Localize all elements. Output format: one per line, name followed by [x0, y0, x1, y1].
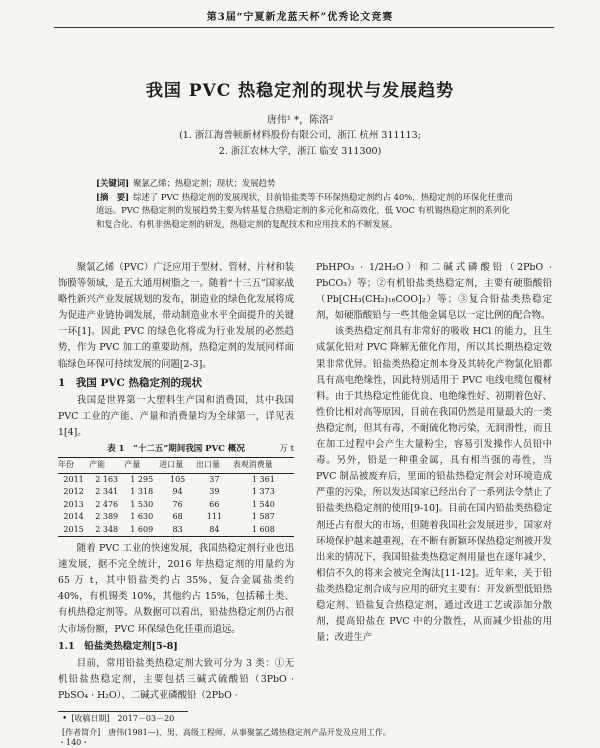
table-row [58, 499, 294, 512]
table-header-cell: 产量 [124, 458, 159, 474]
table-cell: 83 [159, 524, 196, 537]
table-cell: 2011 [63, 474, 84, 484]
table-cell: 1 587 [251, 512, 275, 522]
section-1-paragraph: 我国是世界第一大塑料生产国和消费国，其中我国 PVC 工业的产能、产量和消费量均为全球第一，详见表 1[4]。 [58, 394, 294, 438]
table-cell: 39 [209, 487, 220, 497]
authors: 唐伟¹ *，陈洛² [266, 115, 334, 126]
table-cell: 105 [170, 474, 186, 484]
table-header-cell: 进口量 [159, 458, 196, 474]
table-cell: 1 540 [251, 499, 275, 509]
section-1-heading: 1 我国 PVC 热稳定剂的现状 [58, 376, 203, 389]
paper-title: 我国 PVC 热稳定剂的现状与发展趋势 [145, 81, 455, 101]
abstract-text: 综述了 PVC 热稳定剂的发展现状，目前铅盐类等不环保热稳定剂约占 40%，热稳定剂的环保化任重而道远。PVC 热稳定剂的发展趋势主要为转基复合热稳定剂的多元化和高效化，低 VOC 有机锡热稳定剂的系列化和复合化、有机非热稳定剂的研发，热稳定剂的复配技术和应用技术的不断发展。 [96, 191, 513, 229]
section-1-1-paragraph: 目前，常用铅盐类热稳定剂大致可分为 3 类：①无机铅盐热稳定剂，主要包括三碱式硫酸铅（3PbO · PbSO₄ · H₂O）、二碱式亚磷酸铅（2PbO · [58, 657, 294, 701]
header-divider [54, 27, 554, 28]
table-cell: 1 295 [130, 474, 154, 484]
table-cell: 1 630 [130, 512, 154, 522]
table-row [58, 511, 294, 524]
table-row [58, 486, 294, 499]
table-cell: 2013 [63, 499, 84, 509]
table-cell: 2 348 [89, 524, 124, 537]
table-cell: 2 476 [95, 499, 119, 509]
page-number: ・140・ [58, 738, 90, 747]
table-cell: 2 341 [95, 487, 119, 497]
pvc-table [58, 457, 294, 537]
table-cell: 1 608 [233, 524, 294, 537]
footnote-divider [58, 711, 188, 712]
table-header-cell: 表观消费量 [233, 458, 294, 474]
affiliation-2: 2. 浙江农林大学，浙江 临安 311300) [218, 146, 382, 157]
table-cell: 1 609 [124, 524, 159, 537]
table-cell: 94 [172, 487, 183, 497]
table-cell: 111 [206, 512, 223, 522]
table-cell: 1 318 [130, 487, 154, 497]
table-caption-text: 表 1 “十二五”期间我国 PVC 概况 [107, 444, 245, 455]
left-column [58, 260, 294, 704]
right-continuation-paragraph: PbHPO₃ · 1/2H₂O）和二碱式磷酸铅（2PbO · PbCO₃）等；②有机铅盐类热稳定剂，主要有硬脂酸铅（Pb[CH₃(CH₂)₁₆COO]₂）等；③复合铅盐类热稳定剂，如硬脂酸铅与一些其他金属皂以一定比例的配合物。 [316, 262, 552, 322]
abstract-label: [摘 要] [96, 191, 130, 202]
table-cell: 84 [196, 524, 233, 537]
affiliation-1: (1. 浙江海普顿新材料股份有限公司，浙江 杭州 311113; [179, 130, 421, 141]
keywords-label: [关键词] [96, 178, 130, 188]
table-header-cell: 出口量 [196, 458, 233, 474]
journal-header: 第3届“宁夏新龙蓝天杯”优秀论文竞赛 [206, 12, 394, 23]
table-cell: 1 530 [130, 499, 154, 509]
table-cell: 2015 [58, 524, 89, 537]
table-cell: 1 361 [251, 474, 275, 484]
growth-paragraph: 随着 PVC 工业的快速发展，我国热稳定剂行业也迅速发展，据不完全统计，2016 年热稳定剂的用量约为 65 万 t，其中铅盐类约占 35%，复合金属盐类约 40%，有机锡类 10%，其他约占 15%，包括稀土类、有机热稳定剂等。从数据可以看出，铅盐热稳定剂仍占很大市场份额，PVC 环保绿色化任重而道远。 [58, 543, 294, 635]
abstract-line [96, 191, 516, 232]
table-row [58, 524, 294, 537]
lead-salt-paragraph: 该类热稳定剂具有非常好的吸收 HCl 的能力，且生成氯化铅对 PVC 降解无催化作用，所以其长期热稳定效果非常优异。铅盐类热稳定剂本身及其转化产物氯化铅都具有高电绝缘性，因此特别适用于 PVC 电线电缆包覆材料。由于其热稳定性能优良、电绝缘性好、初期着色好、性价比相对高等原因，目前在我国仍然是用量最大的一类热稳定剂，但其有毒，不耐硫化物污染，无润滑性，而且在加工过程中会产生大量粉尘，容易引发操作人员铅中毒。另外，铅是一种重金属，具有相当强的毒性，当 PVC 制品被废弃后，里面的铅盐热稳定剂会对环境造成严重的污染，所以发达国家已经出台了一系列法令禁止了铅盐类热稳定剂的使用[9-10]。目前在国内铅盐类热稳定剂还占有很大的市场，但随着我国社会发展进步，国家对环境保护越来越重视，在不断有新颖环保热稳定剂被开发出来的情况下，我国铅盐类热稳定剂用量也在逐年减少，相信不久的将来会被完全淘汰[11-12]。近年来，关于铅盐类热稳定剂合成与应用的研究主要有：开发新型低铅热稳定剂、铅盐复合热稳定剂，通过改进工艺或添加分散剂，提高铅盐在 PVC 中的分散性，从而减少铅盐的用量；改进生产 [316, 326, 552, 644]
table-cell: 2 163 [95, 474, 119, 484]
intro-paragraph: 聚氯乙烯（PVC）广泛应用于型材、管材、片材和装饰膜等领域，是五大通用树脂之一。随着“十三五”国家战略性新兴产业发展规划的发布，制造业的绿色化发展将成为促进产业链协调发展，带动制造业水平全面提升的关键一环[1]。因此 PVC 的绿色化将成为行业发展的必然趋势，作为 PVC 加工的重要助剂，热稳定剂的发展同样面临绿色环保可持续发展的问题[2-3]。 [58, 262, 294, 370]
table-cell: 2 389 [95, 512, 119, 522]
footnote-marker: • [62, 714, 68, 724]
right-column [316, 260, 552, 646]
section-1-1-heading: 1.1 铅盐类热稳定剂[5-8] [58, 640, 178, 652]
keywords-line [96, 177, 516, 191]
received-date-footnote: • [收稿日期] 2017－03－20 [62, 714, 175, 724]
table-cell: 2012 [63, 487, 84, 497]
keywords-text: 聚氯乙烯；热稳定剂；现状；发展趋势 [133, 178, 276, 188]
table-cell: 2014 [63, 512, 84, 522]
table-row [58, 473, 294, 486]
table-caption [58, 443, 294, 455]
table-header-cell: 产能 [89, 458, 124, 474]
table-cell: 37 [209, 474, 220, 484]
table-cell: 1 373 [251, 487, 275, 497]
author-bio-footnote: [作者简介] 唐伟(1981—)，男，高级工程师，从事聚氯乙烯热稳定剂产品开发及应用工作。 [62, 728, 391, 737]
table-header-cell: 年份 [58, 458, 89, 474]
table-header-row [58, 458, 294, 474]
abstract-block [96, 177, 516, 231]
table-unit: 万 t [279, 444, 294, 455]
table-cell: 68 [172, 512, 183, 522]
table-cell: 76 [172, 499, 183, 509]
table-cell: 66 [209, 499, 220, 509]
